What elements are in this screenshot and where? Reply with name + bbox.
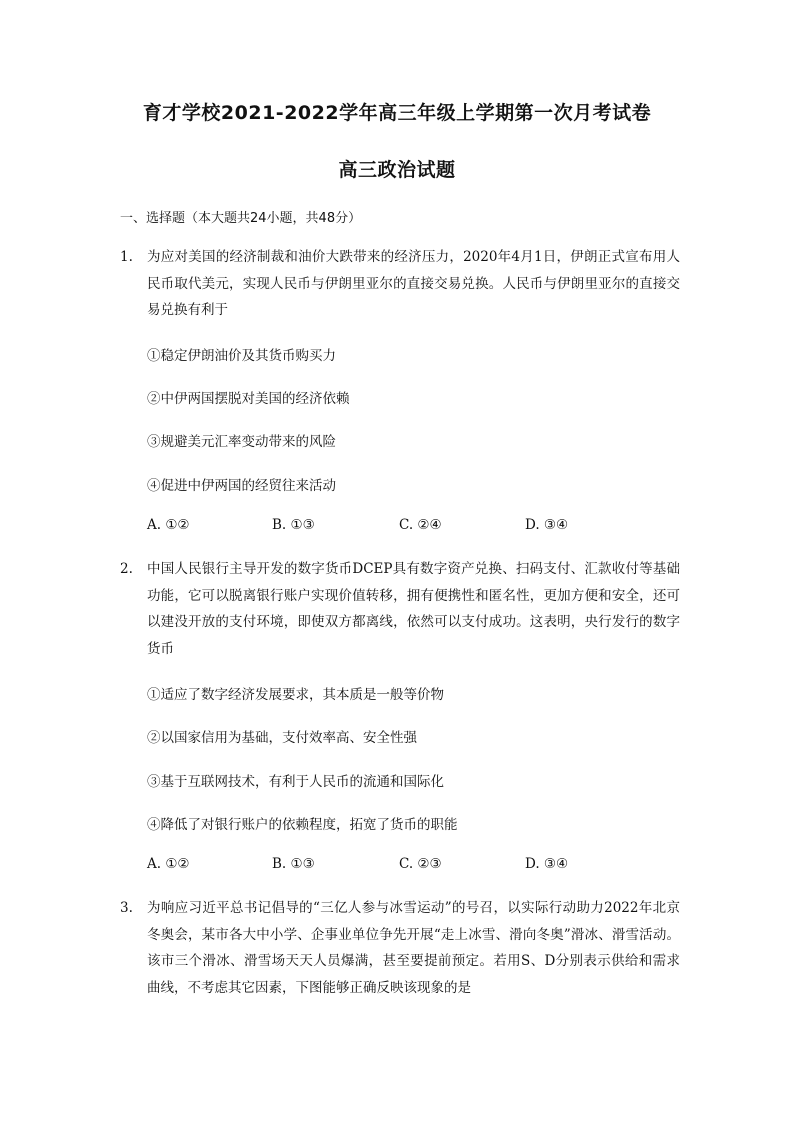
statement-option: ④促进中伊两国的经贸往来活动 xyxy=(147,478,336,494)
question-number: 3. xyxy=(120,900,133,916)
question-2 xyxy=(120,556,680,662)
statement-option: ④降低了对银行账户的依赖程度，拓宽了货币的职能 xyxy=(147,817,458,833)
statement-option: ②中伊两国摆脱对美国的经济依赖 xyxy=(147,391,350,407)
question-stem: 为响应习近平总书记倡导的“三亿人参与冰雪运动”的号召，以实际行动助力2022年北京冬奥会，某市各大中小学、企事业单位争先开展“走上冰雪、滑向冬奥”滑冰、滑雪活动。该市三个滑冰、滑雪场天天人员爆满，甚至要提前预定。若用S、D分别表示供给和需求曲线，不考虑其它因素，下图能够正确反映该现象的是 xyxy=(147,900,680,996)
statement-option: ③规避美元汇率变动带来的风险 xyxy=(147,434,336,450)
exam-subtitle: 高三政治试题 xyxy=(338,159,456,181)
choice-a[interactable]: A. ①② xyxy=(147,856,190,872)
question-1 xyxy=(120,244,680,324)
choice-a[interactable]: A. ①② xyxy=(147,517,190,533)
section-heading: 一、选择题（本大题共24小题，共48分） xyxy=(120,211,362,226)
statement-option: ②以国家信用为基础，支付效率高、安全性强 xyxy=(147,730,417,746)
choice-b[interactable]: B. ①③ xyxy=(272,856,315,872)
question-3 xyxy=(120,895,680,1001)
question-stem: 中国人民银行主导开发的数字货币DCEP具有数字资产兑换、扫码支付、汇款收付等基础功能，它可以脱离银行账户实现价值转移，拥有便携性和匿名性，更加方便和安全，还可以建没开放的支付环境，即使双方都离线，依然可以支付成功。这表明，央行发行的数字货币 xyxy=(147,561,680,657)
choice-c[interactable]: C. ②④ xyxy=(399,517,442,533)
choice-d[interactable]: D. ③④ xyxy=(525,856,569,872)
question-stem: 为应对美国的经济制裁和油价大跌带来的经济压力，2020年4月1日，伊朗正式宣布用人民币取代美元，实现人民币与伊朗里亚尔的直接交易兑换。人民币与伊朗里亚尔的直接交易兑换有利于 xyxy=(147,249,680,318)
question-number: 2. xyxy=(120,561,133,577)
question-number: 1. xyxy=(120,249,133,265)
exam-title: 育才学校2021-2022学年高三年级上学期第一次月考试卷 xyxy=(142,102,652,124)
choice-c[interactable]: C. ②③ xyxy=(399,856,442,872)
choice-b[interactable]: B. ①③ xyxy=(272,517,315,533)
statement-option: ③基于互联网技术，有利于人民币的流通和国际化 xyxy=(147,774,444,790)
choice-d[interactable]: D. ③④ xyxy=(525,517,569,533)
statement-option: ①适应了数字经济发展要求，其本质是一般等价物 xyxy=(147,687,444,703)
statement-option: ①稳定伊朗油价及其货币购买力 xyxy=(147,348,336,364)
